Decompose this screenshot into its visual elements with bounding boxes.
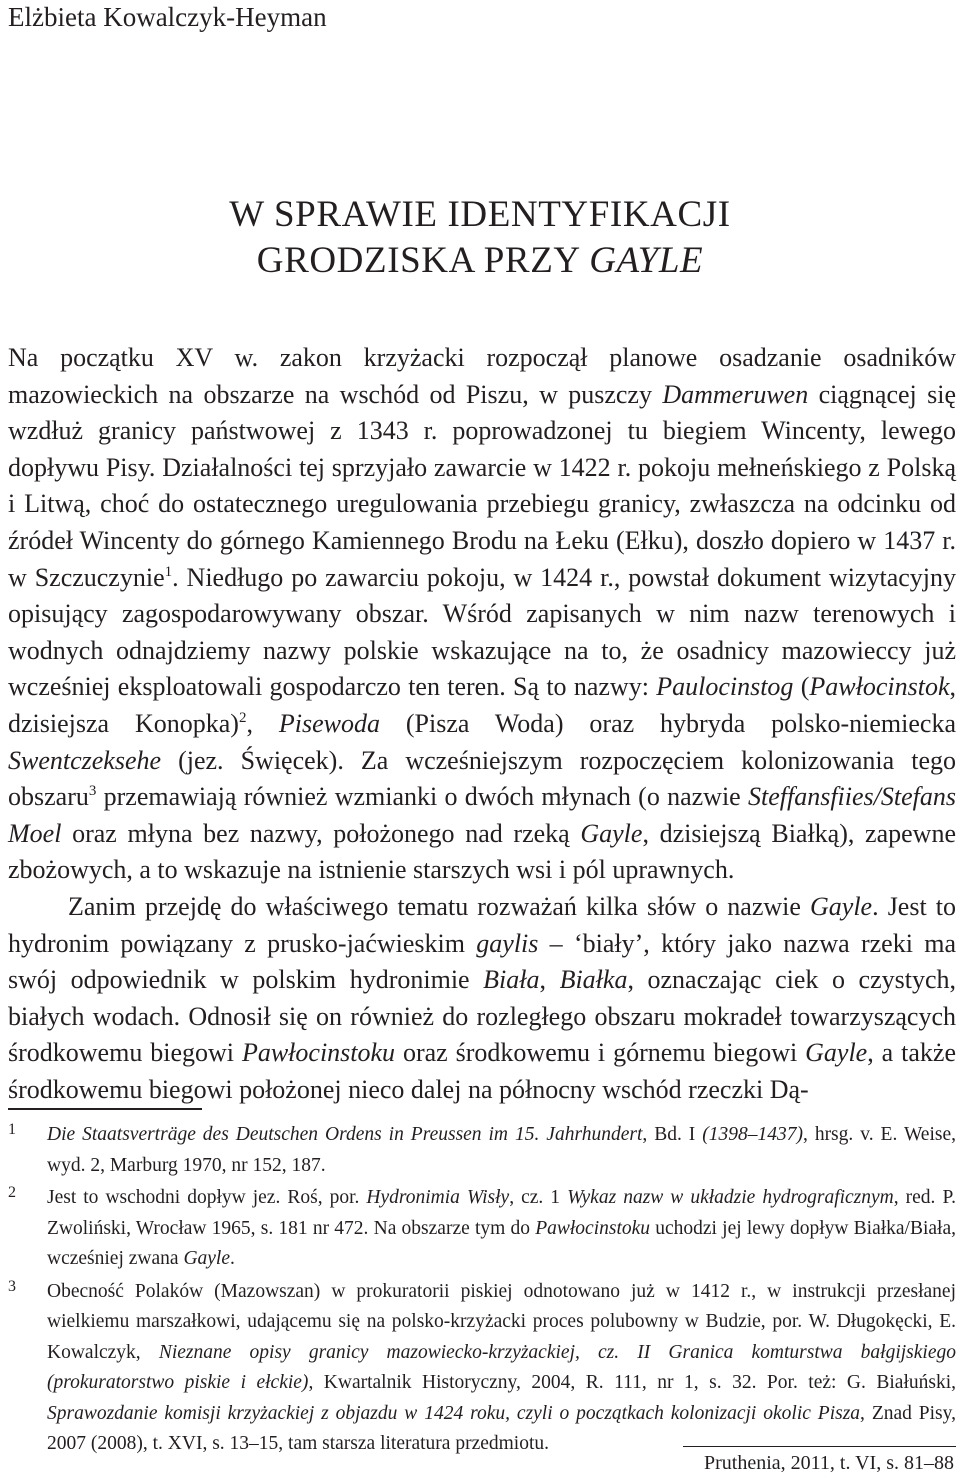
- p1-text: (Pisza Woda) oraz hybryda polsko-niemiecka: [379, 708, 956, 738]
- footnote-text: [47, 1183, 956, 1275]
- footnote-ref-3[interactable]: 3: [88, 783, 97, 800]
- p2-italic: Pawłocinstoku: [241, 1038, 396, 1068]
- p1-italic: Paulocinstog: [656, 672, 794, 702]
- footnote-divider: [8, 1108, 202, 1110]
- fn2-text: Jest to wschodni dopływ jez. Roś, por.: [47, 1187, 367, 1208]
- fn3-text: , Kwartalnik Historyczny, 2004, R. 111, nr 1, s. 32. Por. też: G. Białuński,: [308, 1372, 956, 1393]
- fn1-text: , Bd. I: [642, 1124, 703, 1145]
- p1-italic: Swentczeksehe: [8, 745, 162, 775]
- footnote-2: [8, 1183, 956, 1275]
- p2-text: ,: [539, 965, 560, 995]
- article-title: [0, 192, 960, 284]
- p1-italic: Pisewoda: [278, 708, 380, 738]
- footnote-1: [8, 1120, 956, 1181]
- footnote-text: [47, 1120, 956, 1181]
- fn2-italic: Gayle: [183, 1248, 230, 1269]
- p1-text: , dzisiejsza Konopka): [8, 672, 956, 738]
- journal-citation: Pruthenia, 2011, t. VI, s. 81–88: [704, 1452, 954, 1474]
- p1-text: Na początku XV w. zakon krzyżacki rozpoczął planowe osadzanie osadników mazowieckich na obszarze na wschód od Piszu, w puszczy: [8, 343, 956, 409]
- p1-text: . Niedługo po zawarciu pokoju, w 1424 r., powstał dokument wizytacyjny opisujący zagospodarowywany obszar. Wśród zapisanych w nim nazw terenowych i wodnych odnajdziemy nazwy polskie wskazujące na to, że osadnicy mazowieccy już wcześniej eksploatowali gospodarczo ten teren. Są to nazwy:: [8, 562, 957, 702]
- p2-italic: Gayle: [805, 1038, 868, 1068]
- footnote-number: 2: [8, 1184, 16, 1201]
- title-line-1: W SPRAWIE IDENTYFIKACJI: [229, 194, 731, 235]
- fn1-italic: (1398–1437): [702, 1124, 803, 1145]
- p1-text: oraz młyna bez nazwy, położonego nad rzeką: [61, 818, 581, 848]
- fn2-italic: Pawłocinstoku: [535, 1217, 651, 1239]
- p1-text: ,: [246, 708, 279, 738]
- p1-text: (: [793, 672, 810, 702]
- fn1-text: , hrsg. v. E. Weise, wyd. 2, Marburg 1970, nr 152, 187.: [47, 1124, 956, 1176]
- fn2-text: , cz. 1: [509, 1187, 568, 1208]
- fn2-text: uchodzi jej lewy dopływ Białka/Biała, wcześniej zwana: [47, 1217, 956, 1269]
- footnote-3: [8, 1277, 956, 1460]
- fn2-text: .: [230, 1248, 235, 1269]
- footer-divider: [683, 1446, 956, 1447]
- p1-italic: Dammeruwen: [662, 379, 809, 409]
- footnote-ref-1[interactable]: 1: [164, 563, 173, 580]
- paragraph-1: [8, 340, 956, 889]
- p2-text: , a także środkowemu biegowi położonej nieco dalej na północny wschód rzeczki Dą-: [8, 1038, 956, 1104]
- paragraph-2: [8, 889, 956, 1109]
- fn2-italic: Wykaz nazw w układzie hydrograficznym: [567, 1187, 894, 1208]
- p2-text: oraz środkowemu i górnemu biegowi: [395, 1038, 806, 1068]
- p2-text: – ‘biały’, który jako nazwa rzeki ma swój odpowiednik w polskim hydronimie: [8, 928, 957, 995]
- p1-italic: Pawłocinstok: [809, 672, 950, 702]
- p1-text: przemawiają również wzmianki o dwóch młynach (o nazwie: [96, 782, 748, 812]
- p2-text: , oznaczając ciek o czystych, białych wodach. Odnosił się on również do rozległego obszaru mokradeł towarzyszących środkowemu biegowi: [8, 965, 956, 1068]
- title-line-2-italic: GAYLE: [589, 240, 704, 281]
- footnote-number: 3: [8, 1277, 16, 1295]
- fn3-italic: Nieznane opisy granicy mazowiecko-krzyżackiej, cz. II Granica komturstwa bałgijskiego (prokuratorstwo piskie i ełckie): [47, 1341, 956, 1393]
- p1-italic: Steffansfiies/Stefans Moel: [8, 782, 956, 848]
- footnote-number: 1: [8, 1121, 16, 1138]
- footnote-text: [47, 1277, 956, 1460]
- p1-text: ciągnącej się wzdłuż granicy państwowej z 1343 r. poprowadzonej tu biegiem Wincenty, lewego dopływu Pisy. Działalności tej sprzyjało zawarcie w 1422 r. pokoju mełneńskiego z Polską i Litwą, choć do ostatecznego uregulowania przebiegu granicy, zwłaszcza na odcinku od źródeł Wincenty do górnego Kamiennego Brodu na Łeku (Ełku), doszło dopiero w 1437 r. w Szczuczynie: [8, 379, 956, 592]
- author-name: Elżbieta Kowalczyk-Heyman: [8, 2, 327, 32]
- footnotes: [8, 1120, 956, 1462]
- fn3-text: , Znad Pisy, 2007 (2008), t. XVI, s. 13–15, tam starsza literatura przedmiotu.: [47, 1402, 956, 1454]
- fn3-text: Obecność Polaków (Mazowszan) w prokuratorii piskiej odnotowano już w 1412 r., w instrukcji przesłanej wielkiemu marszałkowi, udającemu się na polsko-krzyżacki proces polubowny w Budzie, por. W. Długokęcki, E. Kowalczyk,: [47, 1280, 956, 1363]
- p2-italic: gaylis: [476, 928, 539, 958]
- article-body: [8, 340, 956, 1108]
- fn1-italic: Die Staatsverträge des Deutschen Ordens in Preussen im 15. Jahrhundert: [47, 1124, 643, 1145]
- fn3-italic: Sprawozdanie komisji krzyżackiej z objazdu w 1424 roku, czyli o początkach kolonizacji okolic Pisza: [47, 1402, 861, 1424]
- p2-text: . Jest to hydronim powiązany z prusko-jaćwieskim: [8, 891, 956, 958]
- fn2-italic: Hydronimia Wisły: [366, 1187, 510, 1208]
- p1-text: , dzisiejszą Białką), zapewne zbożowych, a to wskazuje na istnienie starszych wsi i pól uprawnych.: [8, 818, 956, 885]
- p1-italic: Gayle: [580, 818, 643, 848]
- p1-text: (jez. Święcek). Za wcześniejszym rozpoczęciem kolonizowania tego obszaru: [8, 745, 956, 812]
- footnote-ref-2[interactable]: 2: [238, 709, 247, 726]
- title-line-2: [0, 238, 960, 284]
- p2-text: Zanim przejdę do właściwego tematu rozważań kilka słów o nazwie: [68, 891, 811, 921]
- fn2-text: , red. P. Zwoliński, Wrocław 1965, s. 181 nr 472. Na obszarze tym do: [47, 1187, 957, 1239]
- p2-italic: Białka: [559, 965, 628, 995]
- p2-italic: Gayle: [810, 891, 873, 921]
- title-line-2-text: GRODZISKA PRZY: [256, 240, 590, 281]
- p2-italic: Biała: [483, 965, 540, 995]
